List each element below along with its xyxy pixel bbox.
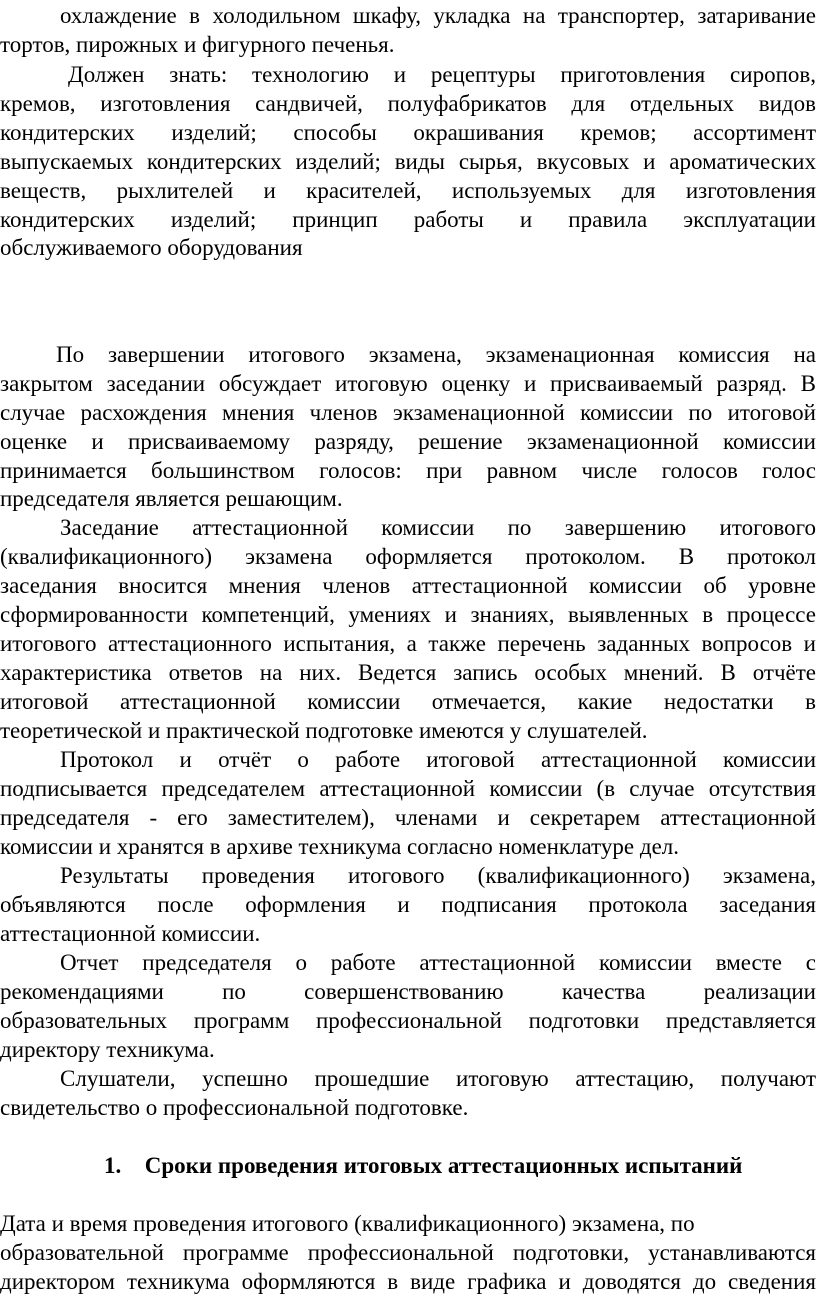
text-line: итогового аттестационного испытания, а также перечень заданных вопросов и [0,631,816,656]
text-line: Результаты проведения итогового (квалификационного) экзамена, [60,863,816,888]
text-line: свидетельство о профессиональной подготовке. [0,1095,469,1120]
text-line: тортов, пирожных и фигурного печенья. [0,32,395,57]
text-line: заседания вносится мнения членов аттестационной комиссии об уровне [0,573,816,598]
text-line: случае расхождения мнения членов экзаменационной комиссии по итоговой [0,400,816,425]
text-line: объявляются после оформления и подписания протокола заседания [0,892,816,917]
text-line: закрытом заседании обсуждает итоговую оценку и присваиваемый разряд. В [0,371,816,396]
text-line: директору техникума. [0,1037,215,1062]
text-line: оценке и присваиваемому разряду, решение экзаменационной комиссии [0,429,816,454]
section-title: Сроки проведения итоговых аттестационных испытаний [144,1153,743,1178]
text-line: принимается большинством голосов: при равном числе голосов голос [0,458,816,483]
text-line: Дата и время проведения итогового (квалификационного) экзамена, по [0,1211,695,1236]
text-line: сформированности компетенций, умениях и знаниях, выявленных в процессе [0,602,816,627]
text-line: Протокол и отчёт о работе итоговой аттестационной комиссии [60,747,816,772]
text-line: подписывается председателем аттестационной комиссии (в случае отсутствия [0,776,816,801]
text-line: аттестационной комиссии. [0,921,261,946]
text-line: Должен знать: технологию и рецептуры приготовления сиропов, [68,62,816,87]
text-line: (квалификационного) экзамена оформляется протоколом. В протокол [0,544,816,569]
text-line: рекомендациями по совершенствованию качества реализации [0,979,816,1004]
text-line: Слушатели, успешно прошедшие итоговую аттестацию, получают [60,1066,816,1091]
text-line: кондитерских изделий; принцип работы и правила эксплуатации [0,207,816,232]
text-line: директором техникума оформляются в виде графика и доводятся до сведения [0,1269,816,1294]
text-line: охлаждение в холодильном шкафу, укладка на транспортер, затаривание [60,3,816,28]
text-line: кондитерских изделий; способы окрашивания кремов; ассортимент [0,120,816,145]
text-line: председателя - его заместителем), членами и секретарем аттестационной [0,805,816,830]
text-line: итоговой аттестационной комиссии отмечается, какие недостатки в [0,689,816,714]
text-line: кремов, изготовления сандвичей, полуфабрикатов для отдельных видов [0,91,816,116]
text-line: образовательных программ профессиональной подготовки представляется [0,1008,816,1033]
text-line: председателя является решающим. [0,486,343,511]
section-number: 1. [104,1153,122,1178]
text-line: образовательной программе профессиональной подготовки, устанавливаются [0,1240,816,1265]
text-line: обслуживаемого оборудования [0,235,303,260]
text-line: характеристика ответов на них. Ведется запись особых мнений. В отчёте [0,660,816,685]
text-line: выпускаемых кондитерских изделий; виды сырья, вкусовых и ароматических [0,149,816,174]
section-heading [104,1152,816,1180]
text-line: Отчет председателя о работе аттестационной комиссии вместе с [60,950,816,975]
text-line: веществ, рыхлителей и красителей, используемых для изготовления [0,178,816,203]
text-line: комиссии и хранятся в архиве техникума согласно номенклатуре дел. [0,834,680,859]
text-line: По завершении итогового экзамена, экзаменационная комиссия на [56,342,816,367]
text-line: теоретической и практической подготовке имеются у слушателей. [0,718,648,743]
text-line: Заседание аттестационной комиссии по завершению итогового [60,515,816,540]
